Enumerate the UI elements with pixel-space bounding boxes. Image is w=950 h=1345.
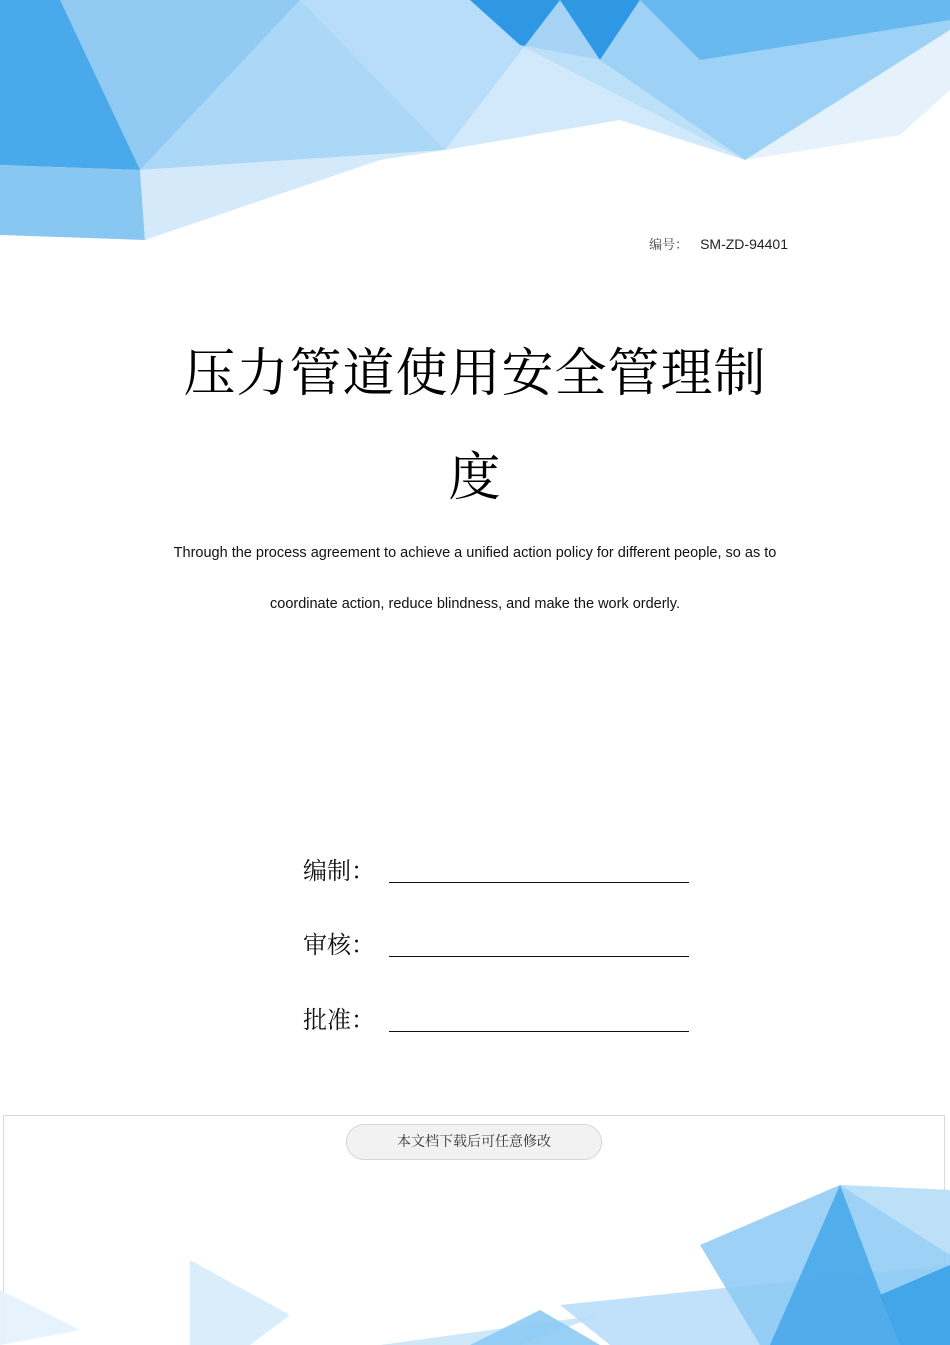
prepared-by-label: 编制：	[303, 857, 375, 885]
reviewed-by-signature-line	[389, 956, 689, 957]
document-number	[649, 234, 788, 253]
document-title-line1: 压力管道使用安全管理制	[183, 344, 767, 404]
document-title-line2: 度	[448, 448, 502, 508]
document-subtitle-line1: Through the process agreement to achieve a unified action policy for different people, so as to	[173, 545, 777, 561]
document-number-label: 编号：	[649, 238, 689, 253]
document-subtitle-line2: coordinate action, reduce blindness, and make the work orderly.	[270, 596, 680, 612]
prepared-by-signature-line	[389, 882, 689, 883]
top-decoration-graphic	[0, 0, 950, 250]
approved-by-signature-line	[389, 1031, 689, 1032]
approved-by-label: 批准：	[303, 1006, 375, 1034]
document-number-value: SM-ZD-94401	[700, 236, 788, 252]
editable-notice-badge: 本文档下载后可任意修改	[346, 1124, 602, 1160]
reviewed-by-label: 审核：	[303, 931, 375, 959]
